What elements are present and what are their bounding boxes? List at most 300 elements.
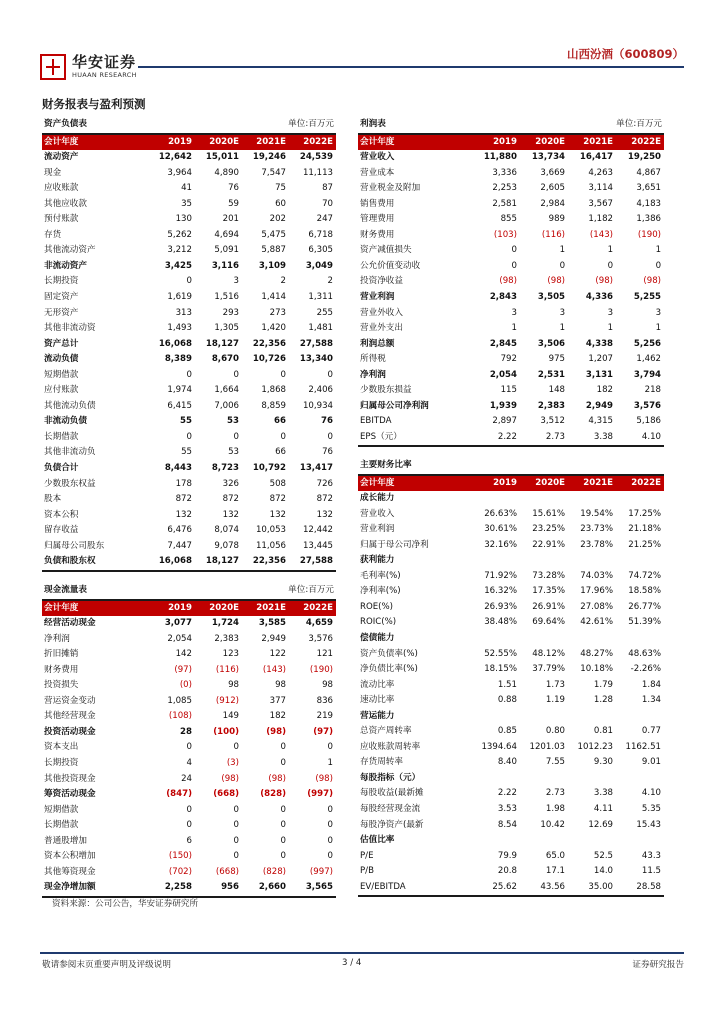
balance-sheet-table — [42, 117, 336, 572]
cell-value: 7,547 — [261, 167, 287, 178]
cell-value: 10,053 — [255, 525, 287, 536]
cell-value: 27,588 — [299, 338, 334, 349]
cell-value: 1 — [559, 245, 566, 256]
table-row — [42, 508, 336, 524]
table-row — [42, 772, 336, 788]
row-label: 获利能力 — [360, 555, 395, 566]
cell-value: 20.8 — [497, 866, 517, 877]
table-row — [42, 834, 336, 850]
cell-value: 79.9 — [497, 850, 517, 861]
cell-value: 3 — [511, 307, 517, 318]
row-label: 每股经营现金流 — [360, 804, 421, 815]
cell-value: 142 — [175, 649, 192, 660]
cell-value: (190) — [637, 229, 662, 240]
table-unit: 单位:百万元 — [568, 117, 664, 134]
cell-value: 43.56 — [520, 880, 568, 897]
cell-value: 1.84 — [641, 679, 662, 690]
cell-value: 21.18% — [628, 524, 662, 535]
cell-value — [520, 771, 568, 787]
cell-value: 122 — [269, 649, 287, 660]
row-label: 资本公积增加 — [44, 851, 96, 862]
cell-value: 0 — [186, 804, 192, 815]
cell-value: 15.43 — [636, 819, 662, 830]
cell-value: 51.39% — [628, 617, 662, 628]
cell-value: 3.53 — [497, 804, 517, 815]
table-row — [358, 306, 664, 322]
cell-value: 5,091 — [214, 245, 240, 256]
table-row — [358, 166, 664, 182]
cell-value: 0 — [186, 369, 192, 380]
cell-value: 4,263 — [588, 167, 614, 178]
cell-value: 0 — [280, 369, 287, 380]
cell-value: 2,531 — [537, 369, 566, 380]
cell-value: 0 — [186, 276, 192, 287]
cell-value: 872 — [269, 494, 287, 505]
column-header: 2022E — [616, 134, 664, 151]
cell-value: 2,660 — [242, 880, 289, 897]
cell-value: 202 — [269, 214, 287, 225]
cell-value: 28.58 — [616, 880, 664, 897]
footer-report-type: 证券研究报告 — [632, 960, 684, 970]
row-label: P/E — [360, 850, 374, 861]
table-header-row — [42, 134, 336, 151]
cell-value: 8,389 — [164, 354, 192, 365]
cell-value: 0.85 — [497, 726, 517, 737]
cell-value — [520, 833, 568, 849]
table-row — [42, 321, 336, 337]
cell-value: 149 — [222, 711, 240, 722]
table-row — [42, 259, 336, 275]
row-label: P/B — [360, 866, 374, 877]
cell-value: 0 — [327, 804, 334, 815]
cell-value: 66 — [275, 447, 287, 458]
cell-value: 48.27% — [580, 648, 614, 659]
table-row — [358, 522, 664, 538]
cell-value: 12,442 — [302, 525, 334, 536]
row-label: 其他经营现金 — [44, 711, 96, 722]
cell-value: 18.15% — [484, 664, 517, 675]
cell-value: 5.35 — [641, 804, 662, 815]
row-label: 其他投资现金 — [44, 773, 96, 784]
cell-value: 71.92% — [484, 570, 517, 581]
row-label: 净利润 — [360, 369, 386, 380]
cell-value: 132 — [316, 509, 334, 520]
cell-value: 60 — [275, 198, 287, 209]
cell-value: 2 — [327, 276, 334, 287]
table-row — [358, 352, 664, 368]
column-header: 会计年度 — [358, 475, 472, 492]
row-label: 应收账款周转率 — [360, 741, 421, 752]
row-label: 少数股东损益 — [360, 385, 412, 396]
cell-value: 5,475 — [261, 229, 287, 240]
column-header: 2021E — [568, 475, 616, 492]
cell-value: 0 — [511, 245, 517, 256]
cell-value: 0 — [280, 758, 287, 769]
cell-value — [472, 631, 520, 647]
row-label: 投资净收益 — [360, 276, 403, 287]
table-row — [42, 243, 336, 259]
row-label: 资本公积 — [44, 509, 79, 520]
cell-value: 2,845 — [489, 338, 517, 349]
row-label: 投资损失 — [44, 680, 79, 691]
cell-value: 3,794 — [633, 369, 662, 380]
cell-value: 17.1 — [545, 866, 566, 877]
column-header: 2019 — [472, 134, 520, 151]
row-label: 其他流动负债 — [44, 400, 96, 411]
cell-value: 19.54% — [580, 508, 614, 519]
cell-value: 17.35% — [532, 586, 566, 597]
cell-value: 313 — [175, 307, 192, 318]
table-row — [358, 259, 664, 275]
column-header: 会计年度 — [42, 134, 148, 151]
row-label: 其他非流动资 — [44, 323, 96, 334]
cell-value: (97) — [174, 664, 192, 675]
cell-value: 74.03% — [580, 570, 614, 581]
cell-value: 1,311 — [308, 292, 334, 303]
table-header-row — [358, 475, 664, 492]
company-logo — [40, 54, 137, 80]
cell-value: 75 — [275, 183, 287, 194]
table-row — [42, 181, 336, 197]
cell-value: 18.58% — [628, 586, 662, 597]
cell-value: 1 — [607, 245, 614, 256]
cell-value: 1012.23 — [577, 741, 614, 752]
table-row — [358, 212, 664, 228]
table-row — [358, 368, 664, 384]
table-row — [358, 150, 664, 166]
row-label: 营业收入 — [360, 152, 395, 163]
cell-value: (847) — [166, 789, 192, 800]
cell-value: 3.38 — [593, 788, 614, 799]
cell-value: (103) — [493, 229, 517, 240]
cell-value: 3.38 — [568, 430, 616, 447]
row-label: 营运资金变动 — [44, 695, 96, 706]
cell-value — [616, 553, 664, 569]
cell-value: 1.79 — [593, 679, 614, 690]
table-row — [42, 678, 336, 694]
cell-value: 11.5 — [641, 866, 662, 877]
cell-value: 6,476 — [167, 525, 192, 536]
cell-value: 0 — [233, 851, 240, 862]
cell-value: 1,481 — [308, 323, 334, 334]
cell-value: 792 — [500, 354, 517, 365]
cell-value: 0 — [327, 431, 334, 442]
row-label: 估值比率 — [360, 835, 395, 846]
logo-mark-icon — [40, 54, 66, 80]
cell-value: 17.96% — [580, 586, 614, 597]
cell-value: 1.28 — [593, 695, 614, 706]
cell-value: 0 — [280, 431, 287, 442]
column-header: 2022E — [616, 475, 664, 492]
cell-value: 18,127 — [205, 338, 240, 349]
cell-value: 2,054 — [167, 633, 192, 644]
cell-value: 10.18% — [580, 664, 614, 675]
footer-disclaimer: 敬请参阅末页重要声明及评级说明 — [42, 960, 171, 970]
row-label: 营业外支出 — [360, 323, 403, 334]
cell-value: 3,567 — [588, 198, 614, 209]
cell-value: 26.63% — [484, 508, 517, 519]
row-label: 速动比率 — [360, 695, 395, 706]
column-header: 2021E — [242, 600, 289, 617]
row-label: 其他流动资产 — [44, 245, 96, 256]
cell-value: 15.61% — [532, 508, 566, 519]
cell-value: 3,565 — [289, 880, 336, 897]
cell-value: 16,068 — [158, 338, 192, 349]
table-row — [358, 243, 664, 259]
cell-value: 4,315 — [588, 416, 614, 427]
column-header: 2020E — [520, 475, 568, 492]
row-label: 其他筹资现金 — [44, 866, 96, 877]
table-row — [42, 616, 336, 632]
row-label: 归属母公司净利润 — [360, 400, 429, 411]
cell-value: 53 — [227, 416, 240, 427]
cell-value: (98) — [221, 773, 240, 784]
cell-value: 0 — [327, 369, 334, 380]
table-row — [358, 849, 664, 865]
cell-value: 132 — [269, 509, 287, 520]
table-row — [358, 290, 664, 306]
cell-value: 3,964 — [167, 167, 192, 178]
cell-value: 16.32% — [484, 586, 517, 597]
row-label: 预付账款 — [44, 214, 79, 225]
table-row — [42, 445, 336, 461]
table-row — [358, 228, 664, 244]
row-label: 少数股东权益 — [44, 478, 96, 489]
cell-value: (702) — [168, 866, 192, 877]
cell-value: 0 — [280, 851, 287, 862]
cell-value: 1,207 — [588, 354, 614, 365]
row-label: 资产总计 — [44, 338, 79, 349]
row-label: 管理费用 — [360, 214, 395, 225]
column-header: 2020E — [195, 134, 242, 151]
cell-value: (912) — [215, 695, 240, 706]
cell-value: 293 — [222, 307, 240, 318]
cell-value: 10.42 — [540, 819, 566, 830]
cell-value: 5,255 — [633, 292, 662, 303]
table-row — [358, 584, 664, 600]
cell-value: (98) — [266, 726, 287, 737]
cell-value: 872 — [316, 494, 334, 505]
table-row — [42, 430, 336, 446]
table-row — [358, 693, 664, 709]
row-label: EPS（元） — [358, 430, 472, 447]
cell-value: 3,212 — [167, 245, 192, 256]
logo-name-cn: 华安证券 — [72, 53, 137, 72]
row-label: 营业收入 — [360, 508, 395, 519]
row-label: 存货 — [44, 229, 62, 240]
table-row — [42, 337, 336, 353]
table-row — [358, 507, 664, 523]
cell-value: 3 — [559, 307, 566, 318]
cell-value: 98 — [275, 680, 287, 691]
cell-value: 3,114 — [588, 183, 614, 194]
cell-value: 59 — [228, 198, 240, 209]
table-row — [358, 321, 664, 337]
cell-value: 4.10 — [616, 430, 664, 447]
table-row — [358, 724, 664, 740]
cell-value: (190) — [309, 664, 334, 675]
cell-value: 872 — [222, 494, 240, 505]
cell-value: 3,505 — [537, 292, 566, 303]
page-number: 3 / 4 — [342, 958, 362, 968]
table-row — [42, 197, 336, 213]
cell-value: 1 — [327, 758, 334, 769]
table-row — [42, 865, 336, 881]
row-label: 现金净增加额 — [42, 880, 148, 897]
cell-value: 6,415 — [167, 400, 192, 411]
cell-value: 12.69 — [588, 819, 614, 830]
cell-value: 0 — [280, 804, 287, 815]
cell-value: 21.25% — [628, 539, 662, 550]
cell-value: 0 — [233, 804, 240, 815]
table-row — [358, 383, 664, 399]
cell-value: 1,619 — [167, 292, 192, 303]
cell-value: 872 — [175, 494, 192, 505]
table-row — [358, 274, 664, 290]
cell-value: (668) — [213, 789, 240, 800]
cell-value: 0 — [655, 260, 662, 271]
cell-value: 4,890 — [214, 167, 240, 178]
cell-value: 1,462 — [636, 354, 662, 365]
cell-value: 3,049 — [305, 260, 334, 271]
cell-value: 1.98 — [545, 804, 566, 815]
table-row — [358, 864, 664, 880]
cell-value: 6,718 — [308, 229, 334, 240]
table-title: 资产负债表 — [42, 117, 242, 134]
cell-value: 1.51 — [497, 679, 517, 690]
cell-value: (997) — [309, 866, 334, 877]
cell-value — [616, 491, 664, 507]
table-row — [42, 725, 336, 741]
cell-value: (668) — [215, 866, 240, 877]
table-row — [358, 491, 664, 507]
cell-value: 123 — [222, 649, 240, 660]
row-label: 非流动资产 — [44, 260, 87, 271]
row-label: 财务费用 — [44, 664, 79, 675]
cell-value: 65.0 — [545, 850, 566, 861]
cell-value: 121 — [316, 649, 334, 660]
cell-value: 1,420 — [261, 323, 287, 334]
cell-value: 2,258 — [148, 880, 195, 897]
column-header: 2022E — [289, 134, 336, 151]
cell-value — [568, 491, 616, 507]
cell-value: 726 — [316, 478, 334, 489]
row-label: 固定资产 — [44, 292, 79, 303]
cell-value: 182 — [596, 385, 614, 396]
cell-value: 7,006 — [214, 400, 240, 411]
source-note: 资料来源：公司公告，华安证券研究所 — [52, 899, 199, 909]
cell-value: 76 — [322, 447, 334, 458]
table-row — [42, 368, 336, 384]
cell-value: 2,383 — [214, 633, 240, 644]
cell-value: 7,447 — [167, 540, 192, 551]
cell-value: 0 — [327, 851, 334, 862]
cell-value: 8,443 — [164, 463, 192, 474]
cell-value: (997) — [307, 789, 334, 800]
cell-value — [568, 553, 616, 569]
cell-value: 2 — [280, 276, 287, 287]
column-header: 2019 — [148, 134, 195, 151]
cell-value: 1,939 — [489, 400, 517, 411]
table-row — [42, 212, 336, 228]
cell-value: 3,131 — [585, 369, 614, 380]
cell-value: 32.16% — [484, 539, 517, 550]
cell-value: 9,078 — [214, 540, 240, 551]
cell-value: 24,539 — [299, 152, 334, 163]
cell-value: 5,262 — [167, 229, 192, 240]
cell-value: 182 — [269, 711, 287, 722]
cell-value: 76 — [228, 183, 240, 194]
cell-value: 1,868 — [261, 385, 287, 396]
stock-title: 山西汾酒（600809） — [566, 47, 684, 61]
row-label: 长期借款 — [44, 820, 79, 831]
cell-value: 2.22 — [497, 788, 517, 799]
cell-value: 35 — [181, 198, 192, 209]
table-row — [358, 833, 664, 849]
cell-value: 3,109 — [258, 260, 287, 271]
row-label: ROE(%) — [360, 601, 394, 612]
cell-value: 4,183 — [636, 198, 662, 209]
cell-value: 132 — [222, 509, 240, 520]
cell-value: 1,305 — [214, 323, 240, 334]
cell-value: 255 — [316, 307, 334, 318]
section-title: 财务报表与盈利预测 — [42, 97, 146, 111]
cell-value: 53 — [228, 447, 240, 458]
cell-value: 0.80 — [545, 726, 566, 737]
cell-value: 1162.51 — [625, 741, 662, 752]
cell-value: 6 — [186, 835, 192, 846]
cell-value: 70 — [322, 198, 334, 209]
cell-value: 11,880 — [483, 152, 517, 163]
cell-value: 23.25% — [532, 524, 566, 535]
cell-value: 10,934 — [302, 400, 334, 411]
cell-value: 25.62 — [472, 880, 520, 897]
cell-value: 1394.64 — [481, 741, 517, 752]
cell-value: 377 — [269, 695, 287, 706]
cell-value: 5,887 — [261, 245, 287, 256]
cell-value: 3,077 — [164, 618, 192, 629]
table-row — [42, 554, 336, 571]
cell-value: 0 — [327, 835, 334, 846]
table-row — [358, 771, 664, 787]
cell-value: 1.73 — [545, 679, 566, 690]
cell-value: 7.55 — [545, 757, 566, 768]
cell-value: 37.79% — [532, 664, 566, 675]
cell-value: 0 — [186, 820, 192, 831]
table-title-row — [42, 583, 336, 600]
row-label: 净利率(%) — [360, 586, 401, 597]
table-row — [358, 600, 664, 616]
cell-value: 27.08% — [580, 601, 614, 612]
cell-value: 201 — [222, 214, 240, 225]
cell-value: 0 — [233, 835, 240, 846]
row-label: 每股收益(最新摊 — [360, 788, 424, 799]
table-unit: 单位:百万元 — [242, 117, 336, 134]
cell-value: 1,516 — [214, 292, 240, 303]
cell-value: (98) — [499, 276, 517, 287]
cell-value: 4.11 — [593, 804, 614, 815]
row-label: 负债和股东权 — [42, 554, 148, 571]
income-statement-table — [358, 117, 664, 447]
cell-value: (150) — [168, 851, 192, 862]
cell-value: 11,113 — [302, 167, 334, 178]
cell-value: 13,734 — [531, 152, 566, 163]
row-label: 经营活动现金 — [44, 618, 96, 629]
cell-value: 1,414 — [261, 292, 287, 303]
cell-value: 8,074 — [214, 525, 240, 536]
cell-value: 4.10 — [641, 788, 662, 799]
cell-value: 13,340 — [299, 354, 334, 365]
